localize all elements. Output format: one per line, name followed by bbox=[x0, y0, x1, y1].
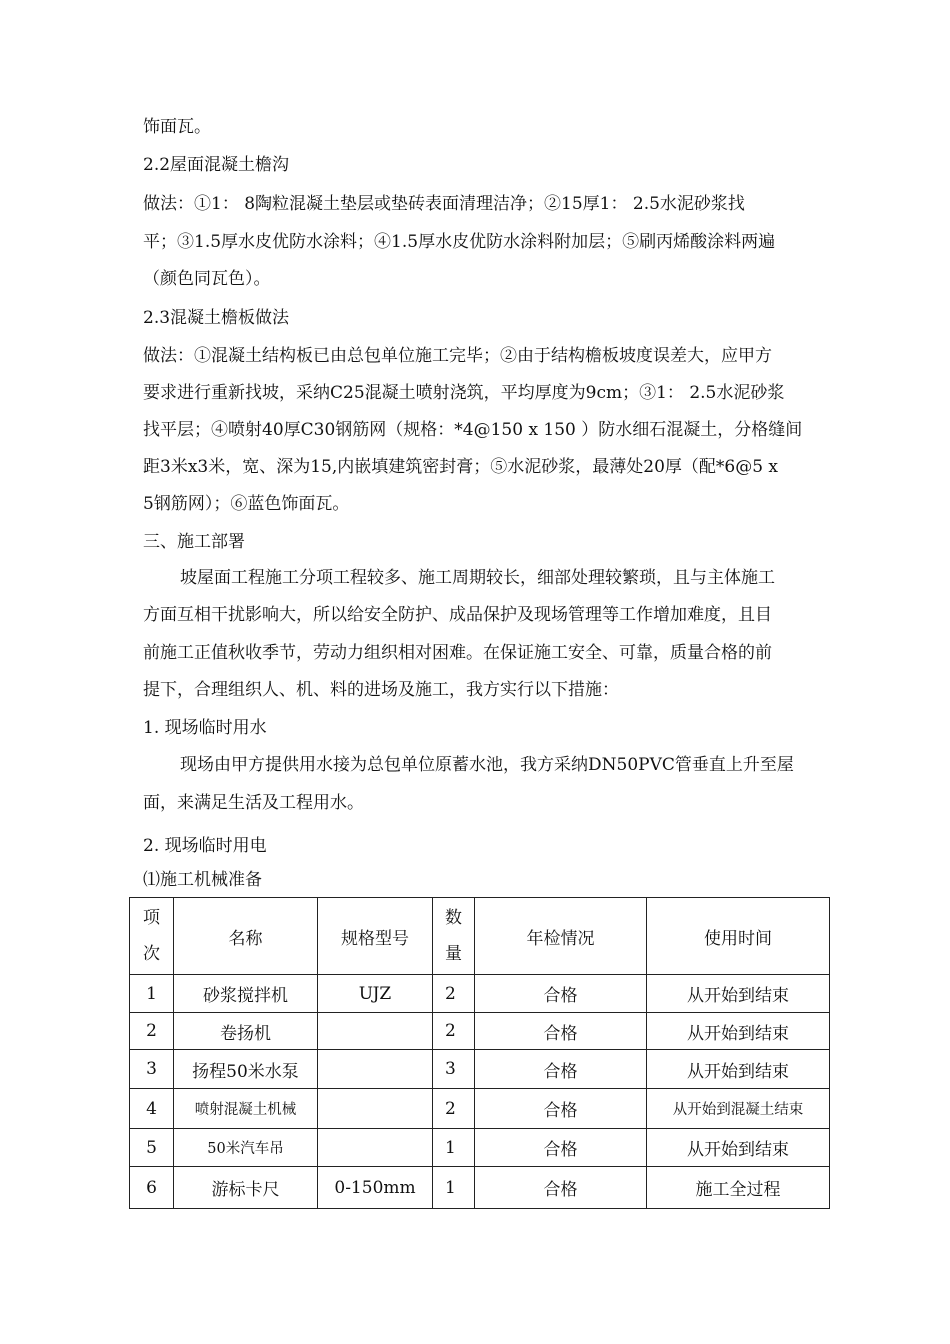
text-line: 距3米x3米，宽、深为15,内嵌填建筑密封膏；⑤水泥砂浆，最薄处20厚（配*6@5 x bbox=[143, 457, 779, 477]
text-line: （颜色同瓦色）。 bbox=[143, 269, 271, 289]
text-line: 提下，合理组织人、机、料的进场及施工，我方实行以下措施： bbox=[143, 680, 619, 700]
cell-inspection: 合格 bbox=[475, 1013, 647, 1050]
cell-usage: 施工全过程 bbox=[647, 1167, 830, 1209]
cell-inspection: 合格 bbox=[475, 1129, 647, 1167]
cell-no: 3 bbox=[130, 1050, 174, 1089]
cell-name: 喷射混凝土机械 bbox=[174, 1089, 318, 1129]
header-inspection: 年检情况 bbox=[475, 898, 647, 975]
table-row bbox=[130, 1167, 830, 1209]
header-spec: 规格型号 bbox=[318, 898, 433, 975]
section-heading: 2.3混凝土檐板做法 bbox=[143, 308, 290, 328]
cell-name: 砂浆搅拌机 bbox=[174, 975, 318, 1013]
text-line: 前施工正值秋收季节，劳动力组织相对困难。在保证施工安全、可靠，质量合格的前 bbox=[143, 643, 772, 663]
table-row bbox=[130, 1129, 830, 1167]
cell-qty: 2 bbox=[433, 1013, 475, 1050]
text-line: 平；③1.5厚水皮优防水涂料；④1.5厚水皮优防水涂料附加层；⑤刷丙烯酸涂料两遍 bbox=[143, 232, 776, 252]
text-line: 要求进行重新找坡，采纳C25混凝土喷射浇筑，平均厚度为9cm；③1： 2.5水泥砂浆 bbox=[143, 383, 785, 403]
cell-spec bbox=[318, 1050, 433, 1089]
cell-qty: 2 bbox=[433, 1089, 475, 1129]
table-row bbox=[130, 1013, 830, 1050]
cell-no: 2 bbox=[130, 1013, 174, 1050]
cell-spec bbox=[318, 1013, 433, 1050]
text-line: 5钢筋网）；⑥蓝色饰面瓦。 bbox=[143, 494, 350, 514]
table-row bbox=[130, 1050, 830, 1089]
cell-spec: UJZ bbox=[318, 975, 433, 1013]
cell-no: 4 bbox=[130, 1089, 174, 1129]
section-heading: 2.2屋面混凝土檐沟 bbox=[143, 155, 290, 175]
text-line: 饰面瓦。 bbox=[143, 117, 211, 137]
table-header-row bbox=[130, 898, 830, 975]
cell-qty: 1 bbox=[433, 1129, 475, 1167]
text-line: 坡屋面工程施工分项工程较多、施工周期较长，细部处理较繁琐，且与主体施工 bbox=[180, 568, 775, 588]
cell-no: 5 bbox=[130, 1129, 174, 1167]
text-line: 现场由甲方提供用水接为总包单位原蓄水池，我方采纳DN50PVC管垂直上升至屋 bbox=[180, 755, 794, 775]
cell-inspection: 合格 bbox=[475, 1050, 647, 1089]
cell-qty: 2 bbox=[433, 975, 475, 1013]
cell-name: 游标卡尺 bbox=[174, 1167, 318, 1209]
section-heading: 2. 现场临时用电 bbox=[143, 836, 267, 856]
cell-name: 卷扬机 bbox=[174, 1013, 318, 1050]
cell-spec bbox=[318, 1129, 433, 1167]
table-row bbox=[130, 975, 830, 1013]
cell-no: 6 bbox=[130, 1167, 174, 1209]
cell-spec: 0-150mm bbox=[318, 1167, 433, 1209]
cell-usage: 从开始到结束 bbox=[647, 975, 830, 1013]
equipment-table bbox=[129, 897, 830, 1209]
text-line: 做法：①1： 8陶粒混凝土垫层或垫砖表面清理洁净；②15厚1： 2.5水泥砂浆找 bbox=[143, 194, 745, 214]
cell-name: 50米汽车吊 bbox=[174, 1129, 318, 1167]
cell-spec bbox=[318, 1089, 433, 1129]
cell-usage: 从开始到结束 bbox=[647, 1129, 830, 1167]
cell-no: 1 bbox=[130, 975, 174, 1013]
header-name: 名称 bbox=[174, 898, 318, 975]
header-item-no: 项 次 bbox=[130, 898, 174, 975]
section-heading: 三、施工部署 bbox=[143, 532, 245, 552]
text-line: 面，来满足生活及工程用水。 bbox=[143, 793, 364, 813]
cell-inspection: 合格 bbox=[475, 1167, 647, 1209]
cell-qty: 1 bbox=[433, 1167, 475, 1209]
header-usage-time: 使用时间 bbox=[647, 898, 830, 975]
cell-qty: 3 bbox=[433, 1050, 475, 1089]
cell-name: 扬程50米水泵 bbox=[174, 1050, 318, 1089]
table-row bbox=[130, 1089, 830, 1129]
section-heading: ⑴施工机械准备 bbox=[143, 870, 262, 890]
cell-usage: 从开始到结束 bbox=[647, 1050, 830, 1089]
text-line: 做法：①混凝土结构板已由总包单位施工完毕；②由于结构檐板坡度误差大，应甲方 bbox=[143, 346, 772, 366]
header-qty: 数 量 bbox=[433, 898, 475, 975]
text-line: 找平层；④喷射40厚C30钢筋网（规格：*4@150 x 150 ）防水细石混凝土，分格缝间 bbox=[143, 420, 803, 440]
cell-inspection: 合格 bbox=[475, 975, 647, 1013]
text-line: 方面互相干扰影响大，所以给安全防护、成品保护及现场管理等工作增加难度，且目 bbox=[143, 605, 772, 625]
section-heading: 1. 现场临时用水 bbox=[143, 718, 267, 738]
cell-usage: 从开始到结束 bbox=[647, 1013, 830, 1050]
cell-inspection: 合格 bbox=[475, 1089, 647, 1129]
cell-usage: 从开始到混凝土结束 bbox=[647, 1089, 830, 1129]
